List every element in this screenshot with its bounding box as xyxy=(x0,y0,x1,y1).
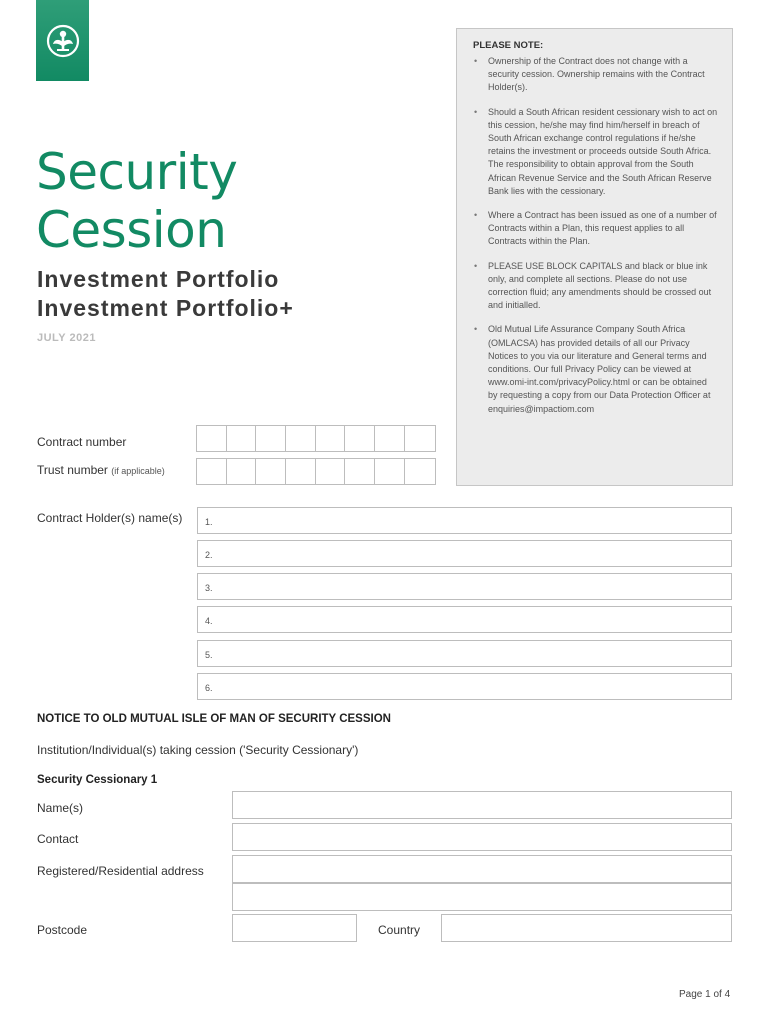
contract-number-label: Contract number xyxy=(37,435,127,449)
digit-box[interactable] xyxy=(227,459,257,484)
country-field[interactable] xyxy=(441,914,732,942)
address-label: Registered/Residential address xyxy=(37,864,204,878)
cessionary-contact-field[interactable] xyxy=(232,823,732,851)
holder-name-field-6[interactable]: 6. xyxy=(197,673,732,700)
address-line-2-field[interactable] xyxy=(232,883,732,911)
address-line-1-field[interactable] xyxy=(232,855,732,883)
names-label: Name(s) xyxy=(37,801,84,815)
digit-box[interactable] xyxy=(375,426,405,451)
digit-box[interactable] xyxy=(345,426,375,451)
digit-box[interactable] xyxy=(256,459,286,484)
document-date: JULY 2021 xyxy=(37,332,96,344)
page-title xyxy=(36,143,237,259)
subtitle-line-2: Investment Portfolio+ xyxy=(37,295,294,321)
digit-box[interactable] xyxy=(197,426,227,451)
note-item: • Where a Contract has been issued as one of a number of Contracts within a Plan, this request applies to all Contracts within the Plan. xyxy=(473,209,718,249)
digit-box[interactable] xyxy=(375,459,405,484)
title-line-1: Security xyxy=(36,143,238,201)
holder-name-field-2[interactable]: 2. xyxy=(197,540,732,567)
holder-name-field-1[interactable]: 1. xyxy=(197,507,732,534)
note-list xyxy=(473,55,718,416)
trust-number-label xyxy=(37,463,165,477)
postcode-field[interactable] xyxy=(232,914,357,942)
note-item: • Should a South African resident cessionary wish to act on this cession, he/she may find him/herself in breach of South African exchange control regulations if he/she retains the investment or proceeds outside South Africa. The responsibility to obtain approval from the South African Revenue Service and the South African Reserve Bank lies with the cessionary. xyxy=(473,106,718,198)
note-title: PLEASE NOTE: xyxy=(473,40,544,51)
page-subtitle xyxy=(37,265,294,323)
digit-box[interactable] xyxy=(286,426,316,451)
country-label: Country xyxy=(378,923,421,937)
cessionary-names-field[interactable] xyxy=(232,791,732,819)
holder-name-field-3[interactable]: 3. xyxy=(197,573,732,600)
please-note-box xyxy=(456,28,733,486)
digit-box[interactable] xyxy=(345,459,375,484)
cessionary-heading: Security Cessionary 1 xyxy=(37,774,158,786)
digit-box[interactable] xyxy=(316,459,346,484)
digit-box[interactable] xyxy=(256,426,286,451)
subtitle-line-1: Investment Portfolio xyxy=(37,266,280,292)
holders-label: Contract Holder(s) name(s) xyxy=(37,511,183,525)
contract-number-field[interactable] xyxy=(196,425,436,452)
digit-box[interactable] xyxy=(286,459,316,484)
digit-box[interactable] xyxy=(316,426,346,451)
trust-number-label-text: Trust number xyxy=(37,463,108,477)
contact-label: Contact xyxy=(37,832,79,846)
digit-box[interactable] xyxy=(405,426,435,451)
notice-heading: NOTICE TO OLD MUTUAL ISLE OF MAN OF SECURITY CESSION xyxy=(37,713,391,725)
digit-box[interactable] xyxy=(405,459,435,484)
trust-number-field[interactable] xyxy=(196,458,436,485)
trust-number-hint: (if applicable) xyxy=(111,466,165,476)
title-line-2: Cession xyxy=(36,201,227,259)
digit-box[interactable] xyxy=(227,426,257,451)
tree-logo-icon xyxy=(45,23,81,59)
brand-logo xyxy=(36,0,89,81)
notice-intro: Institution/Individual(s) taking cession ('Security Cessionary') xyxy=(37,743,359,757)
holder-name-field-4[interactable]: 4. xyxy=(197,606,732,633)
postcode-label: Postcode xyxy=(37,923,88,937)
note-item: • PLEASE USE BLOCK CAPITALS and black or blue ink only, and complete all sections. Please do not use correction fluid; any amendments should be crossed out and initialled. xyxy=(473,260,718,313)
note-item: • Ownership of the Contract does not change with a security cession. Ownership remains with the Contract Holder(s). xyxy=(473,55,718,95)
page-number: Page 1 of 4 xyxy=(679,989,731,1000)
note-item: • Old Mutual Life Assurance Company South Africa (OMLACSA) has provided details of all our Privacy Notices to you via our literature and General terms and conditions. Our full Privacy Policy can be viewed at www.omi-int.com/privacyPolicy.html or can be obtained by requesting a copy from our Data Protection Officer at enquiries@impactiom.com xyxy=(473,323,718,415)
digit-box[interactable] xyxy=(197,459,227,484)
holder-name-field-5[interactable]: 5. xyxy=(197,640,732,667)
